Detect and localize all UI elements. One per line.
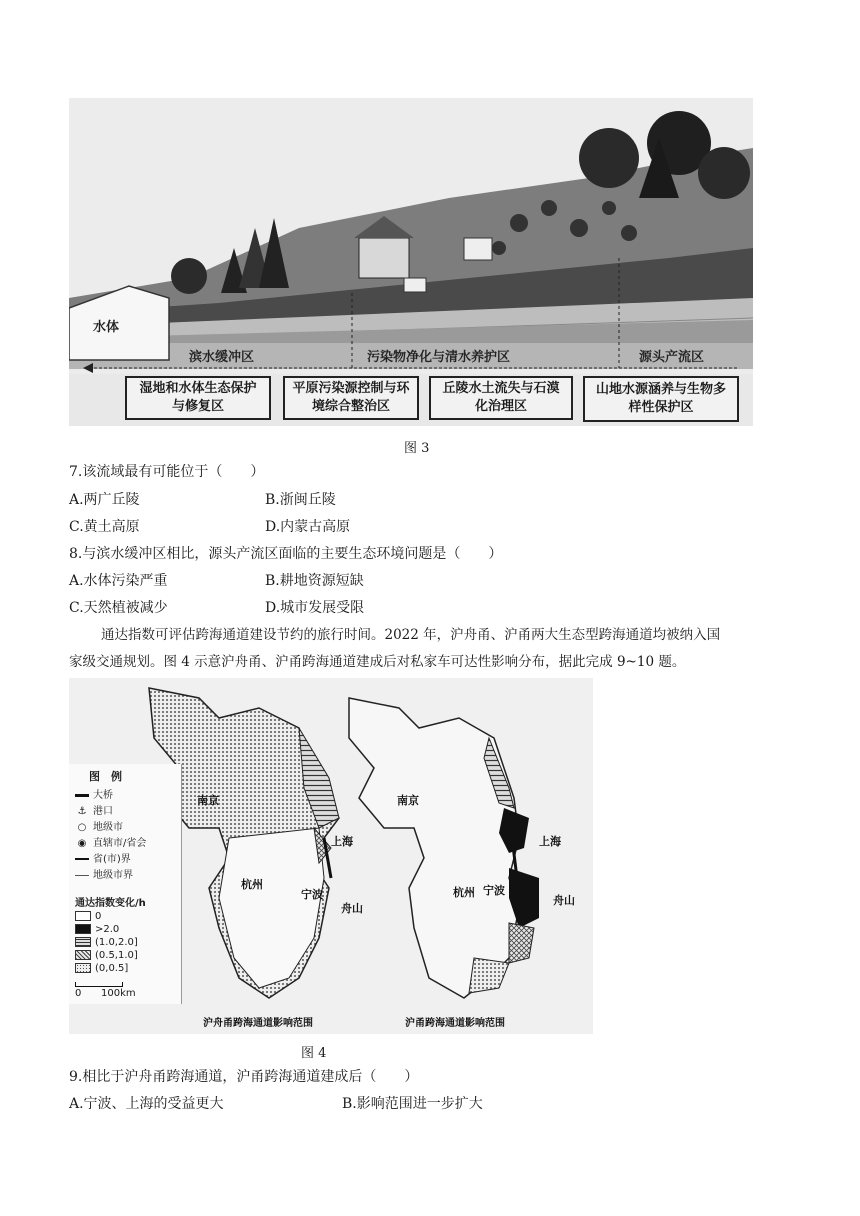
city-nanjing-right: 南京 <box>397 794 419 807</box>
question-7-option-c: C.黄土高原 <box>69 519 140 535</box>
question-7-stem: 7.该流域最有可能位于（ ） <box>69 464 265 480</box>
figure-3-caption: 图 3 <box>404 441 430 456</box>
legend-label: 港口 <box>93 806 113 817</box>
legend-title: 图 例 <box>89 770 122 783</box>
index-label: (0.5,1.0] <box>95 950 138 961</box>
index-class-0 <box>75 911 101 922</box>
zone-box-mountain <box>583 376 739 422</box>
index-class-1 <box>75 924 119 935</box>
legend-label: 省(市)界 <box>93 854 131 865</box>
band-label-source: 源头产流区 <box>639 350 705 365</box>
anchor-icon: ⚓ <box>77 806 87 817</box>
question-7-option-a: A.两广丘陵 <box>69 492 140 508</box>
scale-end: 100km <box>101 988 136 999</box>
index-title: 通达指数变化/h <box>75 898 146 909</box>
question-9-option-b: B.影响范围进一步扩大 <box>342 1096 483 1112</box>
legend-item-city-border <box>75 866 133 881</box>
legend-label: 地级市界 <box>93 870 133 881</box>
city-zhoushan-left: 舟山 <box>341 902 363 915</box>
zone-label: 山地水源涵养与生物多样性保护区 <box>595 382 726 415</box>
question-8-stem: 8.与滨水缓冲区相比，源头产流区面临的主要生态环境问题是（ ） <box>69 546 503 562</box>
city-nanjing-left: 南京 <box>197 794 219 807</box>
legend-label: 大桥 <box>93 790 113 801</box>
legend-item-port <box>75 802 113 817</box>
index-class-3 <box>75 950 138 961</box>
question-9-option-a: A.宁波、上海的受益更大 <box>69 1096 224 1112</box>
question-8-option-b: B.耕地资源短缺 <box>265 573 364 589</box>
legend-label: 直辖市/省会 <box>93 838 147 849</box>
question-9-stem: 9.相比于沪舟甬跨海通道，沪甬跨海通道建成后（ ） <box>69 1069 419 1085</box>
legend-item-city <box>75 818 123 833</box>
zone-label: 丘陵水土流失与石漠化治理区 <box>442 381 560 414</box>
index-label: >2.0 <box>95 924 120 935</box>
dot-circle-icon: ◉ <box>77 838 87 849</box>
legend-label: 地级市 <box>93 822 123 833</box>
figure-4-caption: 图 4 <box>301 1046 327 1061</box>
legend-item-bridge <box>75 786 113 801</box>
city-zhoushan-right: 舟山 <box>553 894 575 907</box>
city-ningbo-right: 宁波 <box>483 884 505 897</box>
city-shanghai-left: 上海 <box>331 835 353 848</box>
legend-item-province-border <box>75 850 131 865</box>
scale-bar <box>75 982 136 999</box>
passage-line-2: 家级交通规划。图 4 示意沪舟甬、沪甬跨海通道建成后对私家车可达性影响分布，据此完成 9~10 题。 <box>69 654 686 670</box>
water-body-label: 水体 <box>93 320 120 335</box>
scale-start: 0 <box>75 988 82 999</box>
city-hangzhou-right: 杭州 <box>453 886 475 899</box>
city-shanghai-right: 上海 <box>539 835 561 848</box>
question-8-option-a: A.水体污染严重 <box>69 573 168 589</box>
zone-box-wetland <box>125 376 271 420</box>
zone-box-plain <box>283 376 419 420</box>
circle-icon: ○ <box>77 822 87 833</box>
question-7-option-d: D.内蒙古高原 <box>265 519 351 535</box>
index-class-2 <box>75 937 138 948</box>
figure-4-accessibility-maps <box>69 678 593 1034</box>
city-hangzhou-left: 杭州 <box>241 878 263 891</box>
map-title-right: 沪甬跨海通道影响范围 <box>405 1018 505 1029</box>
index-label: (0,0.5] <box>95 963 129 974</box>
city-ningbo-left: 宁波 <box>301 888 323 901</box>
index-label: (1.0,2.0] <box>95 937 138 948</box>
band-label-buffer: 滨水缓冲区 <box>189 350 255 365</box>
index-class-4 <box>75 963 128 974</box>
question-8-option-c: C.天然植被减少 <box>69 600 168 616</box>
map-title-left: 沪舟甬跨海通道影响范围 <box>203 1018 313 1029</box>
figure-3-watershed-diagram <box>69 98 753 426</box>
passage-line-1: 通达指数可评估跨海通道建设节约的旅行时间。2022 年，沪舟甬、沪甬两大生态型跨海通道均被纳入国 <box>101 627 721 643</box>
zone-box-hill <box>429 376 573 420</box>
map-legend <box>69 764 182 1004</box>
legend-item-capital <box>75 834 146 849</box>
question-8-option-d: D.城市发展受限 <box>265 600 365 616</box>
index-label: 0 <box>95 911 102 922</box>
zone-label: 平原污染源控制与环境综合整治区 <box>292 381 410 414</box>
zone-label: 湿地和水体生态保护与修复区 <box>139 381 257 414</box>
question-7-option-b: B.浙闽丘陵 <box>265 492 336 508</box>
band-label-purification: 污染物净化与清水养护区 <box>367 350 511 365</box>
